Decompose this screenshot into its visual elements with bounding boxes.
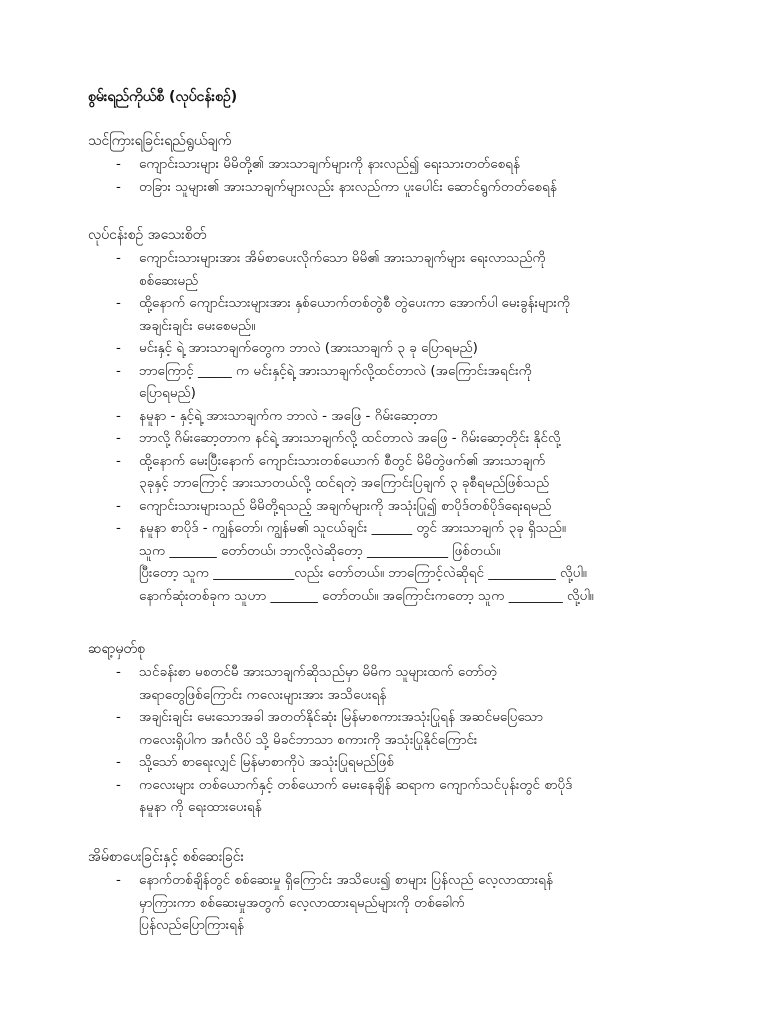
- dash-bullet: -: [116, 452, 121, 469]
- list-item: [88, 337, 688, 360]
- dash-bullet: -: [116, 156, 121, 172]
- section-teacher-notes: [88, 638, 688, 819]
- item-line: ကျောင်းသားများအား အိမ်စာပေးလိုက်သော မိမိ၏ အားသာချက်များ ရေးလာသည်ကို: [139, 250, 546, 266]
- dash-bullet: -: [116, 362, 121, 379]
- bullet-list: [88, 661, 688, 819]
- dash-bullet: -: [116, 776, 121, 793]
- item-line: သို့သော် စာရေးလျှင် မြန်မာစာကိုပဲ အသုံးပြုရမည်ဖြစ်: [139, 754, 395, 770]
- item-line: ထို့နောက် ကျောင်းသားများအား နှစ်ယောက်တစ်တွဲစီ တွဲပေးကာ အောက်ပါ မေးခွန်းများကို: [139, 295, 571, 311]
- dash-bullet: -: [116, 520, 121, 536]
- item-line: တခြား သူများ၏ အားသာချက်များလည်း နားလည်ကာ ပူးပေါင်း ဆောင်ရွက်တတ်စေရန်: [139, 178, 557, 195]
- item-line: စစ်ဆေးမည်: [139, 272, 199, 289]
- dash-bullet: -: [116, 709, 121, 725]
- dash-bullet: -: [116, 250, 121, 266]
- list-item: [88, 751, 688, 774]
- dash-bullet: -: [116, 754, 121, 770]
- section-procedure: [88, 224, 688, 607]
- item-line: ပြောရမည်): [139, 385, 196, 401]
- dash-bullet: -: [116, 664, 121, 680]
- item-line: နောက်တစ်ချိန်တွင် စစ်ဆေးမှု ရှိကြောင်း အသိပေး၍ စာများ ပြန်လည် လေ့လာထားရန်: [139, 872, 553, 888]
- list-item: [88, 774, 688, 819]
- section-homework-check: [88, 846, 688, 937]
- list-item: [88, 706, 688, 751]
- item-line: သူက _______ တော်တယ်၊ ဘာလို့လဲဆိုတော့ ____________ ဖြစ်တယ်။: [139, 542, 501, 559]
- item-line: ထို့နောက် မေးပြီးနောက် ကျောင်းသားတစ်ယောက် စီတွင် မိမိတွဲဖက်၏ အားသာချက်: [139, 452, 546, 469]
- section-heading: အိမ်စာပေးခြင်းနှင့် စစ်ဆေးခြင်း: [88, 849, 245, 865]
- item-line: မှာကြားကာ စစ်ဆေးမှုအတွက် လေ့လာထားရမည်များကို တစ်ခေါက်: [139, 894, 465, 911]
- section-heading: လုပ်ငန်းစဉ် အသေးစိတ်: [88, 227, 207, 243]
- item-line: မင်းနှင့် ရဲ့ အားသာချက်တွေက ဘာလဲ (အားသာချက် ၃ ခု ပြောရမည်): [139, 340, 478, 356]
- list-item: [88, 427, 688, 450]
- list-item: [88, 517, 688, 607]
- item-line: ဘာလို့ ဂိမ်းဆော့တာက နင်ရဲ့ အားသာချက်လို့ ထင်တာလဲ အဖြေ - ဂိမ်းဆော့တိုင်း နိုင်လို့: [139, 430, 561, 446]
- list-item: [88, 292, 688, 337]
- list-item: [88, 176, 688, 199]
- item-line: သင်ခန်းစာ မစတင်မီ အားသာချက်ဆိုသည်မှာ မိမိက သူများထက် တော်တဲ့: [139, 664, 498, 680]
- list-item: [88, 495, 688, 518]
- document-title: စွမ်းရည်ကိုယ်စီ (လုပ်ငန်းစဉ်): [88, 89, 238, 105]
- item-line: ကလေးရှိပါက အင်္ဂလိပ် သို့ မိခင်ဘာသာ စကားကို အသုံးပြုနိုင်ကြောင်း: [139, 731, 478, 748]
- item-line: နောက်ဆုံးတစ်ခုက သူဟာ _______ တော်တယ်။ အကြောင်းကတော့ သူက ________ လို့ပါ။: [139, 587, 594, 604]
- list-item: [88, 247, 688, 292]
- section-heading: သင်ကြားရခြင်းရည်ရွယ်ချက်: [88, 133, 232, 149]
- bullet-list: [88, 247, 688, 607]
- item-line: ပြန်လည်ပြောကြားရန်: [139, 917, 244, 933]
- list-item: [88, 405, 688, 428]
- item-line: အချင်းချင်း မေးစေမည်။: [139, 317, 256, 334]
- item-line: ၃ခုနှင့် ဘာကြောင့် အားသာတယ်လို့ ထင်ရတဲ့ အကြောင်းပြချက် ၃ ခုစီရမည်ဖြစ်သည်: [139, 475, 550, 491]
- list-item: [88, 869, 688, 937]
- list-item: [88, 661, 688, 706]
- list-item: [88, 360, 688, 405]
- item-line: ကျောင်းသားများသည် မိမိတို့ရသည့် အချက်များကို အသုံးပြု၍ စာပိုဒ်တစ်ပိုဒ်ရေးရမည်: [139, 497, 552, 514]
- item-line: ကလေးများ တစ်ယောက်နှင့် တစ်ယောက် မေးနေချိန် ဆရာက ကျောက်သင်ပုန်းတွင် စာပိုဒ်: [139, 776, 573, 793]
- list-item: [88, 450, 688, 495]
- item-line: ဘာကြောင့် _____ က မင်းနှင့်ရဲ့ အားသာချက်လို့ထင်တာလဲ (အကြောင်းအရင်းကို: [139, 362, 532, 379]
- bullet-list: [88, 153, 688, 198]
- item-line: ပြီးတော့ သူက ____________လည်း တော်တယ်။ ဘာကြောင့်လဲဆိုရင် __________ လို့ပါ။: [139, 565, 587, 581]
- dash-bullet: -: [116, 872, 121, 888]
- section-heading: ဆရာ့မှတ်စု: [88, 641, 145, 657]
- item-line: အရာတွေဖြစ်ကြောင်း ကလေးများအား အသိပေးရန်: [139, 686, 387, 703]
- dash-bullet: -: [116, 178, 121, 195]
- item-line: နမူနာ စာပိုဒ် - ကျွန်တော်၊ ကျွန်မ၏ သူငယ်ချင်း ______ တွင် အားသာချက် ၃ခု ရှိသည်။: [139, 520, 566, 536]
- dash-bullet: -: [116, 497, 121, 514]
- section-objectives: [88, 130, 688, 198]
- item-line: နမူနာ - နှင့်ရဲ့ အားသာချက်က ဘာလဲ - အဖြေ - ဂိမ်းဆော့တာ: [139, 407, 438, 424]
- item-line: အချင်းချင်း မေးသောအခါ အတတ်နိုင်ဆုံး မြန်မာစကားအသုံးပြုရန် အဆင်မပြေသော: [139, 709, 543, 725]
- item-line: နမူနာ ကို ရေးထားပေးရန်: [139, 799, 262, 815]
- dash-bullet: -: [116, 295, 121, 311]
- list-item: [88, 153, 688, 176]
- bullet-list: [88, 869, 688, 937]
- dash-bullet: -: [116, 407, 121, 424]
- dash-bullet: -: [116, 340, 121, 356]
- dash-bullet: -: [116, 430, 121, 446]
- item-line: ကျောင်းသားများ မိမိတို့၏ အားသာချက်များကို နားလည်၍ ရေးသားတတ်စေရန်: [139, 156, 520, 172]
